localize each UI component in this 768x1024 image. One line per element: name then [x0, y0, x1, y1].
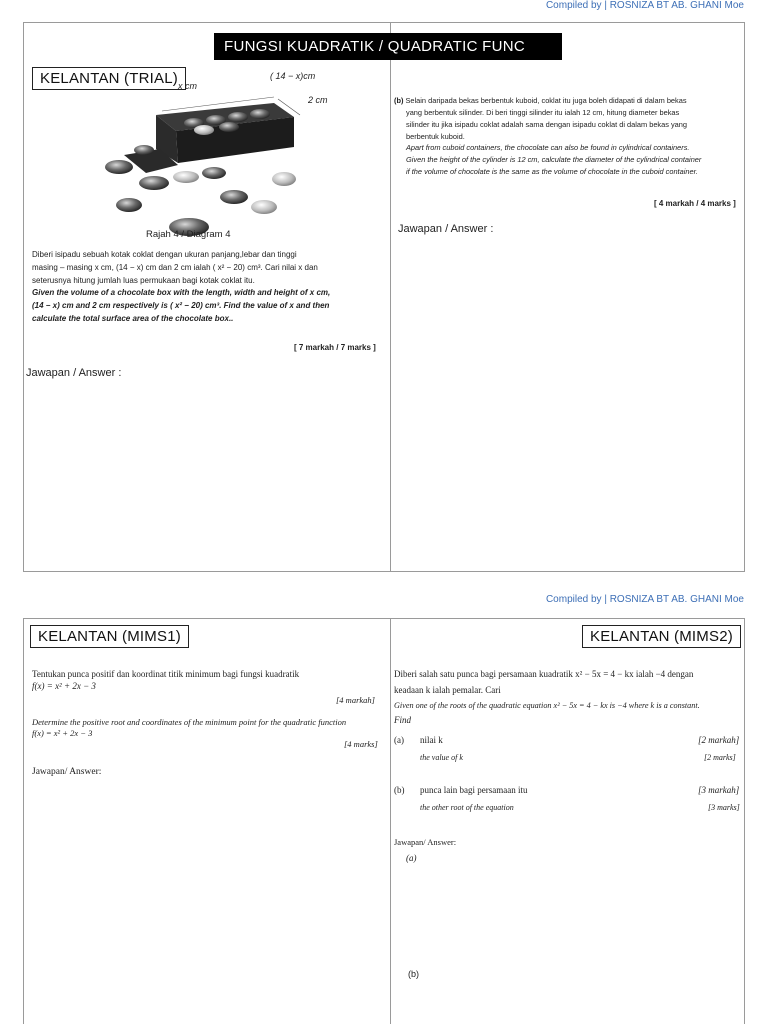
mims2-a-malay: nilai k: [420, 735, 443, 745]
mims1-malay-2: f(x) = x² + 2x − 3: [32, 680, 96, 691]
answer-label-trial-a: Jawapan / Answer :: [26, 367, 122, 379]
diagram-label-height: 2 cm: [308, 95, 328, 105]
kelantan-mims1-tag: KELANTAN (MIMS1): [30, 625, 189, 648]
question-malay-line-1: Diberi isipadu sebuah kotak coklat dengan ukuran panjang,lebar dan tinggi: [32, 250, 297, 259]
marks-trial-b: [ 4 markah / 4 marks ]: [654, 199, 736, 208]
question-b-english-3: if the volume of chocolate is the same as the volume of chocolate in the cuboid container.: [406, 167, 698, 177]
question-b-malay-4: berbentuk kuboid.: [406, 131, 465, 141]
question-b-malay-1: [394, 95, 742, 107]
mims2-malay-2: keadaan k ialah pemalar. Cari: [394, 684, 501, 695]
mims2-a-marks-malay: [2 markah]: [698, 735, 740, 745]
diagram-label-length: ( 14 − x)cm: [270, 71, 316, 81]
mims2-b-marks-english: [3 marks]: [708, 803, 740, 812]
question-mims1-english: [32, 717, 382, 739]
mims1-marks-malay: [4 markah]: [336, 695, 375, 705]
mims2-b-malay: punca lain bagi persamaan itu: [420, 785, 528, 795]
question-b-malay-2: yang berbentuk silinder. Di beri tinggi silinder itu ialah 12 cm, hitung diameter bekas: [406, 107, 680, 117]
mims2-b-marks-malay: [3 markah]: [698, 785, 740, 795]
question-mims2: [394, 667, 744, 729]
mims2-a-label: (a): [394, 735, 404, 745]
mims1-marks-english: [4 marks]: [344, 739, 378, 749]
mims2-b-english: the other root of the equation: [420, 803, 514, 812]
kelantan-trial-tag: KELANTAN (TRIAL): [32, 67, 186, 90]
mims1-english-1: Determine the positive root and coordinates of the minimum point for the quadratic function: [32, 717, 347, 727]
mims2-english-1: Given one of the roots of the quadratic equation x² − 5x = 4 − kx is −4 where k is a constant.: [394, 700, 700, 710]
compiled-by-credit-top[interactable]: Compiled by | ROSNIZA BT AB. GHANI Moe: [545, 0, 744, 11]
column-divider-2: [390, 619, 391, 1024]
mims2-b-label: (b): [394, 785, 405, 795]
column-divider: [390, 23, 391, 571]
mims1-english-2: f(x) = x² + 2x − 3: [32, 728, 93, 739]
question-b-english-1: Apart from cuboid containers, the chocolate can also be found in cylindrical containers.: [406, 143, 690, 153]
worksheet-page-1: [23, 22, 745, 572]
mims2-english-2: Find: [394, 714, 411, 725]
mims2-a-marks-english: [2 marks]: [704, 753, 736, 762]
question-b-malay-text-1: Selain daripada bekas berbentuk kuboid, coklat itu juga boleh didapati di dalam bekas: [405, 96, 687, 105]
question-mims1: [32, 669, 382, 692]
kelantan-mims2-tag: KELANTAN (MIMS2): [582, 625, 741, 648]
diagram-caption: Rajah 4 / Diagram 4: [146, 229, 231, 240]
question-english-line-1: Given the volume of a chocolate box with the length, width and height of x cm,: [32, 288, 331, 298]
mims2-malay-1: Diberi salah satu punca bagi persamaan kuadratik x² − 5x = 4 − kx ialah −4 dengan: [394, 669, 694, 679]
answer-label-mims1: Jawapan/ Answer:: [32, 767, 102, 777]
question-english-line-2: (14 − x) cm and 2 cm respectively is ( x² − 20) cm³. Find the value of x and then: [32, 301, 330, 311]
question-b-malay-3: silinder itu jika isipadu coklat adalah sama dengan isipadu coklat di dalam bekas yang: [406, 119, 688, 129]
question-malay-line-2: masing – masing x cm, (14 − x) cm dan 2 cm ialah ( x² − 20) cm³. Cari nilai x dan: [32, 262, 318, 272]
marks-trial-a: [ 7 markah / 7 marks ]: [294, 343, 376, 352]
answer-label-trial-b: Jawapan / Answer :: [398, 223, 494, 235]
compiled-by-credit-bottom[interactable]: Compiled by | ROSNIZA BT AB. GHANI Moe: [545, 594, 744, 605]
mims2-a-english: the value of k: [420, 753, 463, 762]
question-malay-line-3: seterusnya hitung jumlah luas permukaan bagi kotak coklat itu.: [32, 275, 255, 285]
mims1-malay-1: Tentukan punca positif dan koordinat titik minimum bagi fungsi kuadratik: [32, 669, 300, 679]
page-title-banner: FUNGSI KUADRATIK / QUADRATIC FUNC: [214, 33, 562, 60]
worksheet-page-2: [23, 618, 745, 1024]
answer-part-b: (b): [408, 969, 419, 979]
question-trial-b: [394, 95, 742, 178]
chocolate-box-diagram: [64, 71, 364, 245]
answer-part-a: (a): [406, 853, 417, 863]
question-b-english-2: Given the height of the cylinder is 12 cm, calculate the diameter of the cylindrical container: [406, 155, 702, 165]
question-english-line-3: calculate the total surface area of the chocolate box..: [32, 313, 234, 323]
question-trial-a: [32, 249, 384, 326]
answer-label-mims2: Jawapan/ Answer:: [394, 837, 457, 847]
question-b-number: (b): [394, 96, 404, 105]
diagram-label-width: x cm: [178, 81, 197, 91]
